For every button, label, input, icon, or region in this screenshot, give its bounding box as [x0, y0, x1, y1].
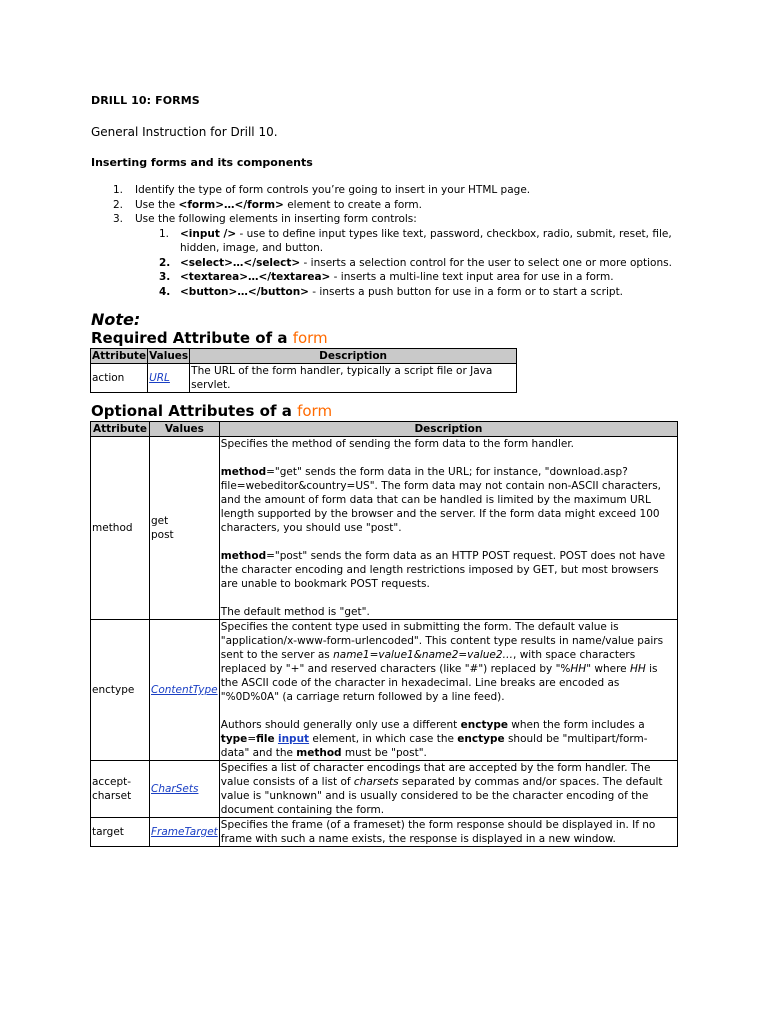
note-heading: Note: — [91, 310, 141, 329]
list-text-post: element to create a form. — [283, 198, 422, 211]
method-desc-p4: The default method is "get". — [220, 606, 370, 618]
instruction-list — [91, 183, 691, 299]
textarea-tag-code: <textarea>…</textarea> — [180, 271, 331, 283]
method-desc-p3 — [221, 549, 676, 591]
list-number: 1. — [113, 184, 124, 196]
method-get-text: ="get" sends the form data in the URL; for instance, "download.asp?file=webeditor&country=US". The form data may not contain non-ASCII characters, and the amount of form data that can be handled is limited by the maximum URL length supported by the browser and the server. If the form data might exceed 100 characters, you should use "post". — [220, 466, 662, 534]
table-row — [91, 364, 517, 393]
sub-list-text: - use to define input types like text, password, checkbox, radio, submit, reset, file, hidden, image, and button. — [180, 227, 672, 254]
value-cell — [150, 437, 220, 620]
table-header-row — [91, 422, 678, 437]
required-attribute-heading — [91, 329, 328, 347]
list-text: Use the following elements in inserting form controls: — [135, 213, 417, 225]
list-number: 2. — [113, 198, 124, 211]
sub-list-item — [135, 270, 691, 285]
list-item — [91, 198, 691, 213]
table-header-row — [91, 349, 517, 364]
attribute-cell: accept-charset — [91, 761, 150, 818]
value-post: post — [151, 529, 174, 541]
list-text-pre: Use the — [135, 198, 179, 211]
list-number: 3. — [113, 213, 124, 225]
contenttype-link[interactable]: ContentType — [151, 684, 218, 696]
column-header: Description — [190, 349, 517, 364]
description-cell — [219, 620, 677, 761]
value-cell — [150, 620, 220, 761]
attribute-cell: target — [91, 818, 150, 847]
value-get: get — [151, 515, 169, 527]
column-header: Values — [149, 350, 189, 362]
table-row — [91, 818, 678, 847]
description-cell: The URL of the form handler, typically a script file or Java servlet. — [190, 364, 517, 393]
sub-list-text: - inserts a selection control for the user to select one or more options. — [300, 256, 672, 269]
description-cell — [219, 761, 677, 818]
list-item — [91, 183, 691, 198]
button-tag-code: <button>…</button> — [180, 285, 309, 298]
heading-accent: form — [297, 402, 333, 420]
url-link[interactable]: URL — [149, 372, 170, 384]
column-header: Description — [219, 422, 677, 437]
column-header: Attribute — [91, 422, 150, 437]
optional-attributes-heading — [91, 402, 332, 420]
method-desc-p1: Specifies the method of sending the form data to the form handler. — [220, 438, 575, 450]
section-heading: Inserting forms and its components — [91, 156, 313, 169]
charsets-link[interactable]: CharSets — [151, 783, 199, 795]
description-cell — [219, 437, 677, 620]
sub-list-number: 4. — [159, 285, 171, 298]
sub-list-text: - inserts a multi-line text input area for use in a form. — [330, 271, 614, 283]
value-cell — [148, 364, 190, 393]
enctype-desc-p2: Authors should generally only use a different enctype when the form includes a type=file input element, in which case the enctype should be "multipart/form-data" and the method must be "post". — [220, 719, 648, 759]
heading-text: Required Attribute of a — [91, 329, 293, 347]
sub-list-number: 3. — [159, 271, 171, 283]
general-instruction: General Instruction for Drill 10. — [91, 125, 278, 139]
enctype-desc-p1: Specifies the content type used in submitting the form. The default value is "application/x-www-form-urlencoded". This content type results in name/value pairs sent to the server as name1=value1&name2=value2…, with space characters replaced by "+" and reserved characters (like "#") replaced by "%HH" where HH is the ASCII code of the character in hexadecimal. Line breaks are encoded as "%0D%0A" (a carriage return followed by a line feed). — [220, 621, 664, 703]
sub-list-number: 1. — [159, 227, 170, 240]
frametarget-link[interactable]: FrameTarget — [151, 826, 218, 838]
heading-text: Optional Attributes of a — [91, 402, 298, 420]
attribute-cell: enctype — [91, 620, 150, 761]
form-tag-code: <form>…</form> — [178, 198, 284, 211]
keyword: method — [220, 466, 267, 478]
select-tag-code: <select>…</select> — [180, 256, 301, 269]
attribute-cell: method — [91, 437, 150, 620]
heading-accent: form — [292, 329, 328, 347]
table-row — [91, 620, 678, 761]
input-tag-code: <input /> — [180, 227, 237, 240]
method-post-text: ="post" sends the form data as an HTTP POST request. POST does not have the character encoding and length restrictions imposed by GET, but most browsers are unable to bookmark POST requests. — [220, 550, 666, 590]
method-desc-p2 — [221, 465, 676, 535]
value-cell — [150, 761, 220, 818]
sub-list-item — [135, 227, 691, 256]
optional-attributes-table — [90, 421, 678, 847]
list-text: Identify the type of form controls you’re going to insert in your HTML page. — [135, 184, 531, 196]
table-row — [91, 437, 678, 620]
accept-charset-desc: Specifies a list of character encodings that are accepted by the form handler. The value consists of a list of charsets separated by commas and/or spaces. The default value is "unknown" and is usually considered to be the character encoding of the document containing the form. — [220, 762, 663, 816]
table-row — [91, 761, 678, 818]
sub-list-number: 2. — [159, 256, 171, 269]
sub-list-text: - inserts a push button for use in a form or to start a script. — [308, 285, 624, 298]
list-item — [91, 212, 691, 299]
value-cell — [150, 818, 220, 847]
keyword: method — [220, 550, 267, 562]
attribute-cell: action — [91, 364, 148, 393]
column-header: Values — [150, 422, 220, 437]
description-cell: Specifies the frame (of a frameset) the form response should be displayed in. If no frame with such a name exists, the response is displayed in a new window. — [219, 818, 677, 847]
drill-title: DRILL 10: FORMS — [91, 94, 200, 107]
sub-list — [135, 227, 691, 300]
sub-list-item — [135, 285, 691, 300]
input-link[interactable]: input — [277, 733, 310, 745]
sub-list-item — [135, 256, 691, 271]
column-header: Attribute — [92, 350, 147, 362]
required-attributes-table — [90, 348, 517, 393]
